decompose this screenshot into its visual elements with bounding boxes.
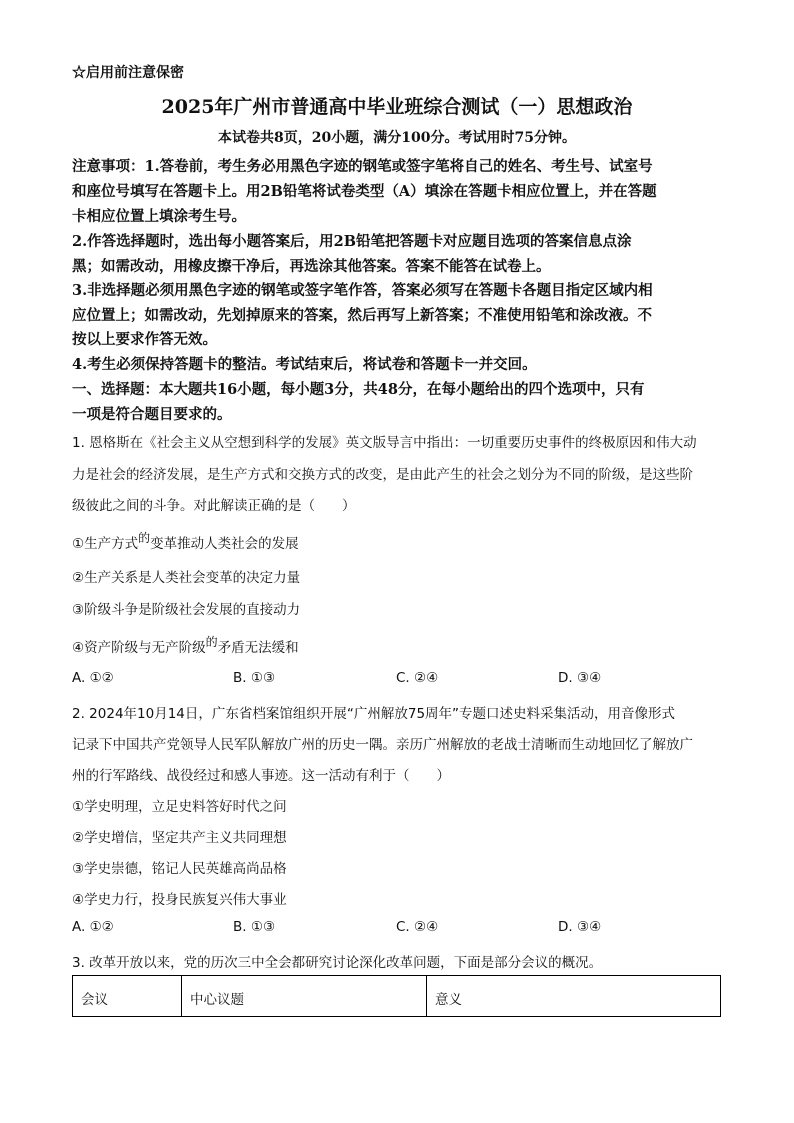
question-stem-line: 3. 改革开放以来，党的历次三中全会都研究讨论深化改革问题，下面是部分会议的概况。 (72, 955, 603, 971)
statement-1: ①学史明理，立足史料答好时代之问 (72, 799, 287, 815)
table-header-topic: 中心议题 (182, 976, 427, 1016)
option-b: B. ①③ (233, 670, 276, 686)
section-line: 一项是符合题目要求的。 (72, 406, 232, 423)
notes-line: 和座位号填写在答题卡上。用2B铅笔将试卷类型（A）填涂在答题卡相应位置上，并在答题 (72, 183, 657, 200)
statement-3: ③学史崇德，铭记人民英雄高尚品格 (72, 861, 287, 877)
meeting-table (72, 975, 721, 1017)
statement-4: ④资产阶级与无产阶级的矛盾无法缓和 (72, 635, 299, 656)
statement-4: ④学史力行，投身民族复兴伟大事业 (72, 892, 287, 908)
notes-line: 卡相应位置上填涂考生号。 (72, 208, 246, 225)
option-c: C. ②④ (396, 670, 439, 686)
notes-line: 按以上要求作答无效。 (72, 331, 217, 348)
question-stem-line: 州的行军路线、战役经过和感人事迹。这一活动有利于（ ） (72, 768, 450, 784)
table-header-meeting: 会议 (73, 976, 182, 1016)
statement-1: ①生产方式的变革推动人类社会的发展 (72, 531, 299, 552)
statement-2: ②学史增信，坚定共产主义共同理想 (72, 830, 287, 846)
question-stem-line: 2. 2024年10月14日，广东省档案馆组织开展“广州解放75周年”专题口述史料采集活动，用音像形式 (72, 706, 676, 722)
confidential-mark: ☆启用前注意保密 (72, 65, 184, 81)
notes-line: 2.作答选择题时，选出每小题答案后，用2B铅笔把答题卡对应题目选项的答案信息点涂 (72, 233, 632, 250)
notes-line: 应位置上；如需改动，先划掉原来的答案，然后再写上新答案；不准使用铅笔和涂改液。不 (72, 307, 652, 324)
option-a: A. ①② (72, 670, 114, 686)
notes-line: 3.非选择题必须用黑色字迹的钢笔或签字笔作答，答案必须写在答题卡各题目指定区域内相 (72, 282, 653, 299)
statement-2: ②生产关系是人类社会变革的决定力量 (72, 570, 301, 586)
option-b: B. ①③ (233, 919, 276, 935)
exam-info: 本试卷共8页，20小题，满分100分。考试用时75分钟。 (218, 130, 576, 146)
option-c: C. ②④ (396, 919, 439, 935)
notes-line: 4.考生必须保持答题卡的整洁。考试结束后，将试卷和答题卡一并交回。 (72, 356, 537, 373)
question-stem-line: 1. 恩格斯在《社会主义从空想到科学的发展》英文版导言中指出：一切重要历史事件的终极原因和伟大动 (72, 435, 697, 451)
question-stem-line: 级彼此之间的斗争。对此解读正确的是（ ） (72, 498, 356, 514)
option-d: D. ③④ (558, 670, 602, 686)
question-stem-line: 力是社会的经济发展，是生产方式和交换方式的改变，是由此产生的社会之划分为不同的阶级，是这些阶 (72, 467, 693, 483)
option-a: A. ①② (72, 919, 114, 935)
question-stem-line: 记录下中国共产党领导人民军队解放广州的历史一隅。亲历广州解放的老战士清晰而生动地回忆了解放广 (72, 737, 693, 753)
table-header-significance: 意义 (435, 992, 462, 1008)
notes-line: 黑；如需改动，用橡皮擦干净后，再选涂其他答案。答案不能答在试卷上。 (72, 258, 551, 275)
statement-3: ③阶级斗争是阶级社会发展的直接动力 (72, 602, 301, 618)
section-line: 一、选择题：本大题共16小题，每小题3分，共48分，在每小题给出的四个选项中，只有 (72, 381, 645, 398)
notes-line: 注意事项：1.答卷前，考生务必用黑色字迹的钢笔或签字笔将自己的姓名、考生号、试室号 (72, 158, 653, 175)
page-title: 2025年广州市普通高中毕业班综合测试（一）思想政治 (161, 96, 633, 118)
option-d: D. ③④ (558, 919, 602, 935)
